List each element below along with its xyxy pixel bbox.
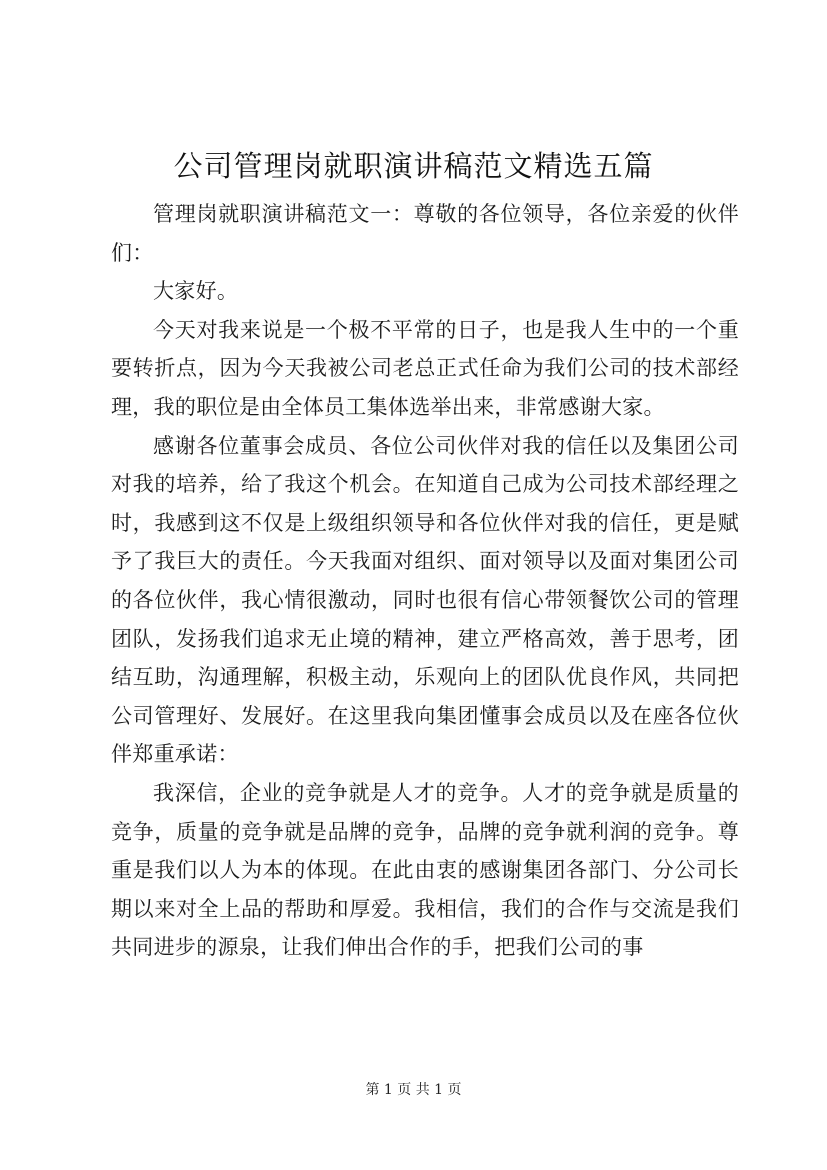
paragraph-competition: 我深信，企业的竞争就是人才的竞争。人才的竞争就是质量的竞争，质量的竞争就是品牌的竞争，品牌的竞争就利润的竞争。尊重是我们以人为本的体现。在此由衷的感谢集团各部门、分公司长期以来对全上品的帮助和厚爱。我相信，我们的合作与交流是我们共同进步的源泉，让我们伸出合作的手，把我们公司的事 (111, 780, 739, 960)
document-body (111, 195, 739, 967)
paragraph-greeting: 管理岗就职演讲稿范文一：尊敬的各位领导，各位亲爱的伙伴们： (111, 202, 739, 265)
paragraph-hello: 大家好。 (153, 279, 239, 304)
document-title: 公司管理岗就职演讲稿范文精选五篇 (173, 149, 654, 183)
paragraph-turning-point: 今天对我来说是一个极不平常的日子，也是我人生中的一个重要转折点，因为今天我被公司老总正式任命为我们公司的技术部经理，我的职位是由全体员工集体选举出来，非常感谢大家。 (111, 317, 739, 419)
paragraph-thanks: 感谢各位董事会成员、各位公司伙伴对我的信任以及集团公司对我的培养，给了我这个机会。在知道自己成为公司技术部经理之时，我感到这不仅是上级组织领导和各位伙伴对我的信任，更是赋予了我巨大的责任。今天我面对组织、面对领导以及面对集团公司的各位伙伴，我心情很激动，同时也很有信心带领餐饮公司的管理团队，发扬我们追求无止境的精神，建立严格高效，善于思考，团结互助，沟通理解，积极主动，乐观向上的团队优良作风，共同把公司管理好、发展好。在这里我向集团懂事会成员以及在座各位伙伴郑重承诺： (111, 433, 739, 767)
page-footer: 第 1 页 共 1 页 (365, 1082, 462, 1098)
